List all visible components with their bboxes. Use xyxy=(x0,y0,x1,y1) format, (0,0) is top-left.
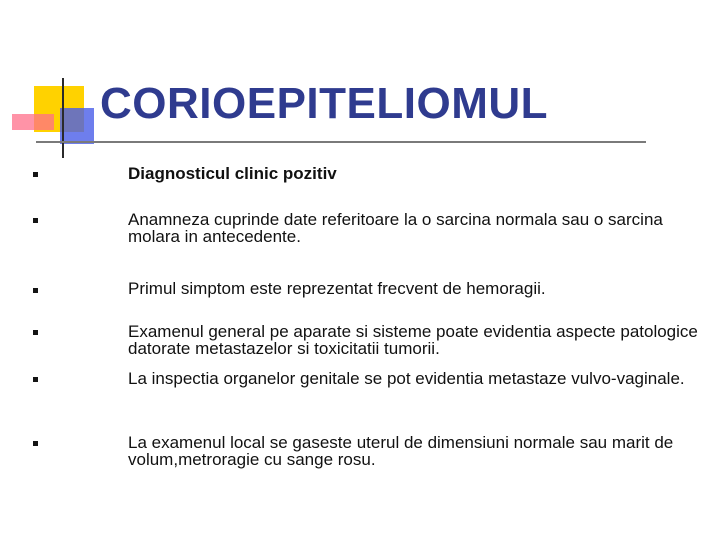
bullet-text: Primul simptom este reprezentat frecvent de hemoragii. xyxy=(128,279,546,298)
title-underline xyxy=(36,141,646,143)
bullet-marker-icon xyxy=(33,441,38,446)
logo-blue-square xyxy=(60,108,94,144)
page-title: CORIOEPITELIOMUL xyxy=(100,79,548,128)
bullet-marker-icon xyxy=(33,330,38,335)
bullet-marker-icon xyxy=(33,288,38,293)
bullet-text: La examenul local se gaseste uterul de dimensiuni normale sau marit de volum,metroragie cu sange rosu. xyxy=(128,433,674,469)
logo-red-bar xyxy=(12,114,54,130)
bullet-marker-icon xyxy=(33,377,38,382)
logo-vertical-line xyxy=(62,78,64,158)
bullet-text: Anamneza cuprinde date referitoare la o sarcina normala sau o sarcina molara in antecedente. xyxy=(128,210,663,246)
bullet-marker-icon xyxy=(33,218,38,223)
bullet-text: Examenul general pe aparate si sisteme poate evidentia aspecte patologice datorate metastazelor si toxicitatii tumorii. xyxy=(128,322,698,358)
bullet-text: La inspectia organelor genitale se pot evidentia metastaze vulvo-vaginale. xyxy=(128,369,685,388)
bullet-text: Diagnosticul clinic pozitiv xyxy=(128,164,337,183)
bullet-marker-icon xyxy=(33,172,38,177)
